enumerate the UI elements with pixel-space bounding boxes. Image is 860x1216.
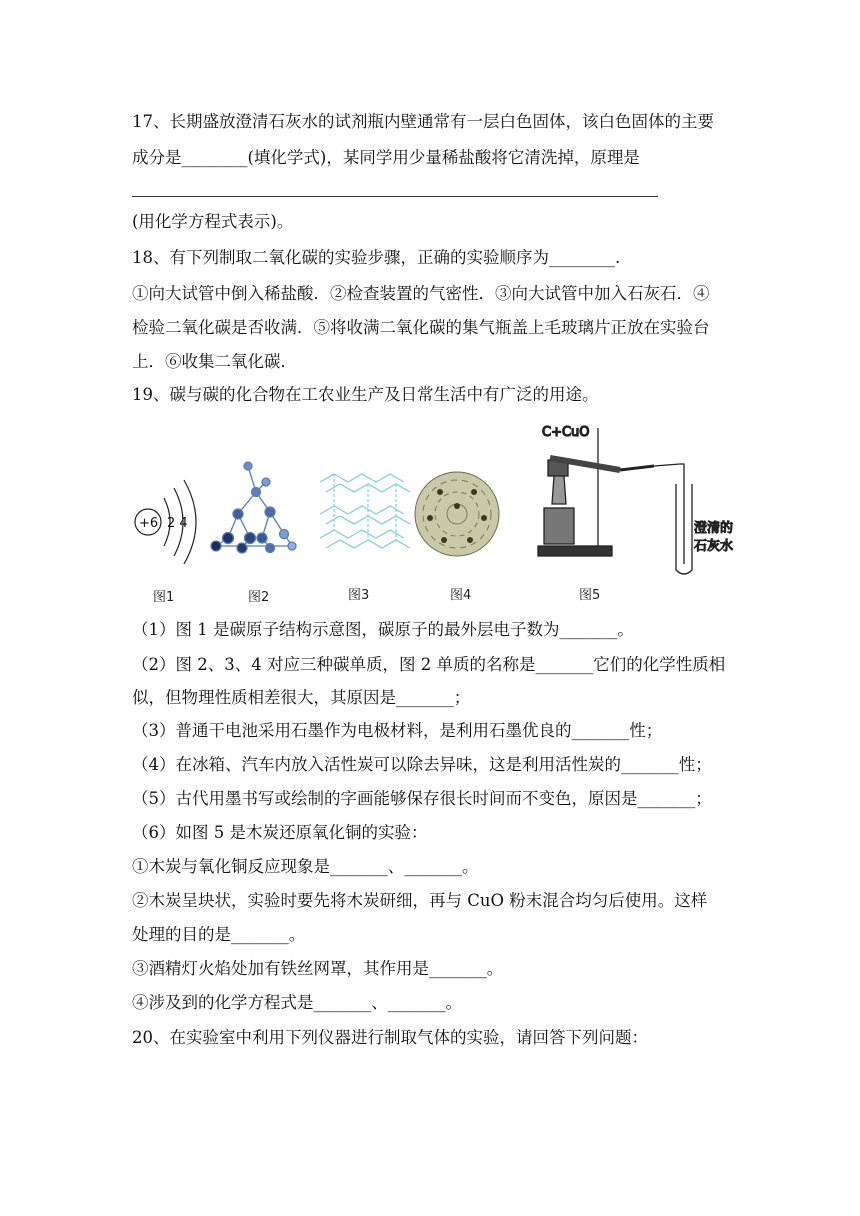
q18-line2: ①向大试管中倒入稀盐酸．②检查装置的气密性．③向大试管中加入石灰石．④ [132, 284, 710, 303]
caption-fig5: 图5 [579, 588, 601, 603]
q18-line4: 上．⑥收集二氧化碳． [132, 352, 297, 371]
q19-part3: （3）普通干电池采用石墨作为电极材料，是利用石墨优良的_______性； [132, 721, 663, 740]
q19-part2-b: 似，但物理性质相差很大，其原因是_______； [132, 688, 471, 707]
q19-sub2-b: 处理的目的是_______。 [132, 925, 306, 944]
diamond-structure-image [211, 462, 296, 553]
caption-fig3: 图3 [348, 588, 370, 603]
atom-structure-diagram [135, 480, 196, 564]
limewater-label-1: 澄清的 [694, 521, 734, 536]
nucleus-label: +6 [139, 516, 159, 531]
reactants-label: C+CuO [542, 425, 590, 440]
caption-fig1: 图1 [153, 590, 175, 605]
caption-fig4: 图4 [450, 588, 472, 603]
carbon-figures [120, 414, 750, 614]
q19-sub4: ④涉及到的化学方程式是_______、_______。 [132, 993, 462, 1012]
q18-line1: 18、有下列制取二氧化碳的实验步骤，正确的实验顺序为________. [132, 248, 621, 267]
limewater-label-2: 石灰水 [694, 539, 734, 554]
q19-part1: （1）图 1 是碳原子结构示意图，碳原子的最外层电子数为_______。 [132, 620, 634, 639]
q17-line3: (用化学方程式表示)。 [132, 212, 294, 231]
q19-sub3: ③酒精灯火焰处加有铁丝网罩，其作用是_______。 [132, 959, 504, 978]
q17-line1: 17、长期盛放澄清石灰水的试剂瓶内壁通常有一层白色固体，该白色固体的主要 [132, 112, 714, 131]
q19-part5: （5）古代用墨书写或绘制的字画能够保存很长时间而不变色，原因是_______； [132, 789, 712, 808]
q19-sub1: ①木炭与氧化铜反应现象是_______、_______。 [132, 857, 479, 876]
q19-intro: 19、碳与碳的化合物在工农业生产及日常生活中有广泛的用途。 [132, 385, 599, 404]
caption-fig2: 图2 [248, 590, 270, 605]
q20-intro: 20、在实验室中利用下列仪器进行制取气体的实验，请回答下列问题： [132, 1028, 648, 1047]
q19-part4: （4）在冰箱、汽车内放入活性炭可以除去异味，这是利用活性炭的_______性； [132, 755, 712, 774]
q17-line2: 成分是________(填化学式)，某同学用少量稀盐酸将它清洗掉，原理是 [132, 148, 640, 167]
charcoal-reduction-apparatus [538, 425, 733, 574]
answer-rule [132, 196, 658, 197]
fullerene-structure-image [415, 472, 499, 556]
electron-shells-label: 2 4 [167, 516, 188, 531]
q19-part2-a: （2）图 2、3、4 对应三种碳单质，图 2 单质的名称是_______它们的化学性质相 [132, 655, 726, 674]
q18-line3: 检验二氧化碳是否收满．⑤将收满二氧化碳的集气瓶盖上毛玻璃片正放在实验台 [132, 318, 710, 337]
q19-sub2-a: ②木炭呈块状，实验时要先将木炭研细，再与 CuO 粉末混合均匀后使用。这样 [132, 891, 708, 910]
graphite-structure-image [320, 474, 410, 548]
q19-part6: （6）如图 5 是木炭还原氧化铜的实验： [132, 823, 428, 842]
